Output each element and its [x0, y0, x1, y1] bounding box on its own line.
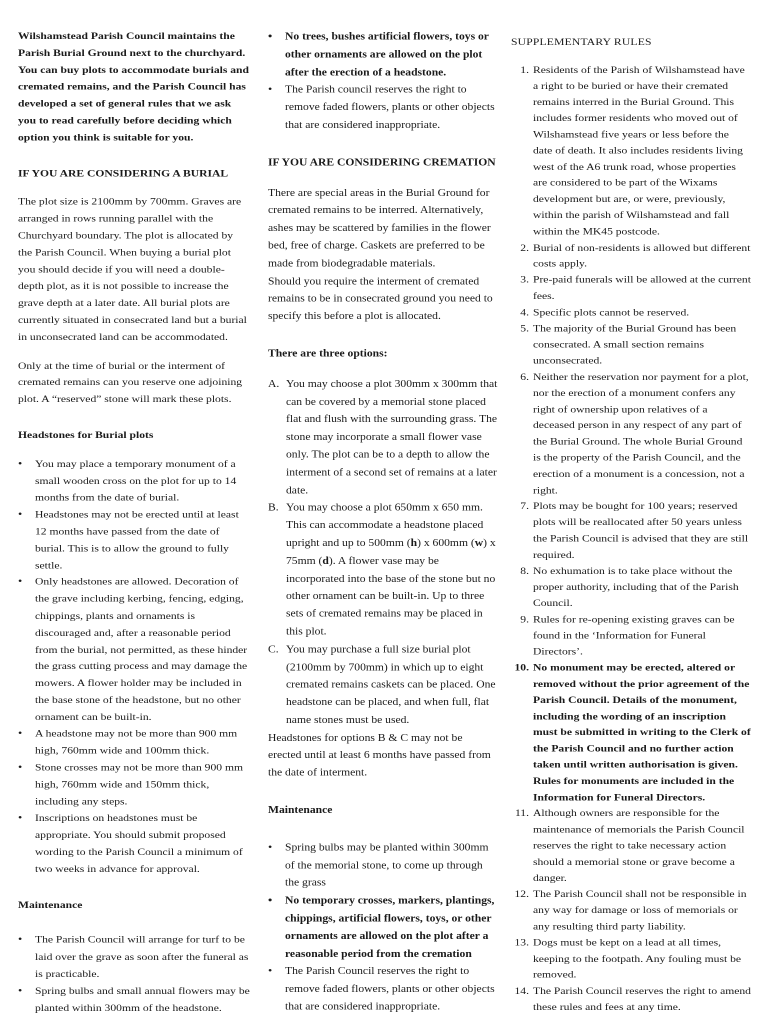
- list-item: • No temporary crosses, markers, plantings, chippings, artificial flowers, toys, or other ornaments are allowed on the plot after a reasonable period from the cremation: [268, 892, 498, 963]
- rule-item: [511, 240, 751, 272]
- rule-text: Rules for re-opening existing graves can be found in the ‘Information for Funeral Directors’.: [533, 614, 735, 658]
- column-middle: [268, 28, 498, 1016]
- rule-item: [511, 272, 751, 304]
- rule-item: [511, 563, 751, 611]
- option-text: You may choose a plot 300mm x 300mm that can be covered by a memorial stone placed flat and flush with the surrounding grass. The stone may incorporate a small flower vase only. The plot can be to a depth to allow the interment of a second set of remains at a later date.: [286, 377, 498, 496]
- rule-number: 4.: [520, 307, 529, 318]
- rules-list: [511, 62, 751, 1016]
- headstones-list: [18, 456, 250, 878]
- rule-number: 3.: [520, 274, 529, 286]
- supplementary-rules-title: SUPPLEMENTARY RULES: [511, 36, 652, 48]
- rule-item: [511, 369, 751, 498]
- list-item: • Spring bulbs and small annual flowers may be planted within 300mm of the headstone.: [18, 983, 250, 1017]
- cremation-paragraph: There are special areas in the Burial Ground for cremated remains to be interred. Alternatively, ashes may be scattered by families in the flower bed, free of charge. Caskets are preferred to be made from biodegradable materials.: [268, 186, 491, 269]
- rule-text: Residents of the Parish of Wilshamstead have a right to be buried or have their cremated remains interred in the Burial Ground. This includes former residents who moved out of Wilshamstead five years or less before the date of death. It also includes residents living west of the A6 trunk road, whose properties are considered to be part of the Wixams development but are, or were, previously, within the parish of Wilshamstead and fall within the MK45 postcode.: [533, 64, 745, 237]
- column-left: [18, 28, 250, 1016]
- list-item: • Only headstones are allowed. Decoration of the grave including kerbing, fencing, edging, chippings, plants and ornaments is discouraged and, after a reasonable period from the burial, not permitted, as these hinder the grass cutting process and may damage the mowers. A flower holder may be included in the base stone of the headstone, but no other ornament can be built-in.: [18, 574, 250, 726]
- option-marker: A.: [268, 377, 280, 390]
- reserve-paragraph: Only at the time of burial or the interment of cremated remains can you reserve one adjoining plot. A “reserved” stone will mark these plots.: [18, 360, 243, 405]
- option-marker: C.: [268, 643, 279, 655]
- ornaments-list: [268, 28, 498, 134]
- rule-item: [511, 935, 751, 983]
- option-text-mid: ) x 75mm (: [286, 537, 496, 567]
- dim-h: h: [410, 537, 418, 549]
- list-item: • The Parish Council reserves the right to remove faded flowers, plants or other objects that are considered inappropriate.: [268, 963, 498, 1016]
- rule-text: The majority of the Burial Ground has been consecrated. A small section remains unconsecrated.: [533, 323, 737, 367]
- list-item: • The Parish Council will arrange for turf to be laid over the grave as soon after the funeral as is practicable.: [18, 932, 250, 983]
- rule-number: 2.: [520, 242, 529, 253]
- list-item: • You may place a temporary monument of a small wooden cross on the plot for up to 14 months from the date of burial.: [18, 456, 250, 507]
- rule-item: [511, 983, 751, 1015]
- dim-d: d: [322, 554, 329, 567]
- options-heading: There are three options:: [268, 347, 388, 360]
- option-c: [268, 641, 498, 729]
- list-item: • Inscriptions on headstones must be appropriate. You should submit proposed wording to the Parish Council a minimum of two weeks in advance for approval.: [18, 810, 250, 878]
- option-text-start: You may choose a plot 650mm x 650 mm. This can accommodate a headstone placed upright and up to 500mm (: [286, 501, 484, 549]
- rule-number: 14.: [514, 985, 529, 997]
- option-b: [268, 499, 498, 640]
- rule-item: [511, 321, 751, 369]
- rule-text: The Parish Council reserves the right to amend these rules and fees at any time.: [533, 985, 751, 1013]
- rule-text: Pre-paid funerals will be allowed at the current fees.: [533, 274, 751, 302]
- rule-text: Although owners are responsible for the maintenance of memorials the Parish Council reserves the right to take necessary action should a memorial stone or grave become a danger.: [533, 808, 745, 884]
- list-item: • The Parish council reserves the right to remove faded flowers, plants or other objects that are considered inappropriate.: [268, 81, 498, 134]
- rule-text: No exhumation is to take place without the proper authority, including that of the Parish Council.: [533, 565, 739, 609]
- rule-text: Burial of non-residents is allowed but different costs apply.: [533, 242, 751, 270]
- option-marker: B.: [268, 501, 279, 514]
- maintenance-list: [18, 932, 250, 1016]
- maintenance-heading: Maintenance: [18, 898, 83, 911]
- rule-number: 12.: [514, 888, 529, 900]
- burial-paragraph: The plot size is 2100mm by 700mm. Graves are arranged in rows running parallel with the Churchyard boundary. The plot is allocated by the Parish Council. When buying a burial plot you should decide if you will need a double-depth plot, as it is not possible to increase the grave depth at a later date. All burial plots are currently situated in consecrated land but a burial in unconsecrated land can be accommodated.: [18, 196, 247, 343]
- list-item: • Spring bulbs may be planted within 300mm of the memorial stone, to come up through the grass: [268, 839, 498, 892]
- cremation-heading: IF YOU ARE CONSIDERING CREMATION: [268, 156, 496, 169]
- list-item: • A headstone may not be more than 900 mm high, 760mm wide and 100mm thick.: [18, 726, 250, 760]
- rule-number: 13.: [514, 937, 529, 949]
- rule-number: 10.: [514, 662, 529, 674]
- maintenance-heading: Maintenance: [268, 804, 333, 816]
- rule-item: [511, 886, 751, 934]
- rule-text: Specific plots cannot be reserved.: [533, 307, 690, 318]
- rule-number: 6.: [520, 371, 529, 383]
- column-right: [511, 28, 751, 1016]
- option-text-end: ). A flower vase may be incorporated into the base of the stone but no other ornament can be built-in. Up to three sets of cremated remains may be placed in this plot.: [286, 554, 496, 638]
- headstones-heading: Headstones for Burial plots: [18, 429, 154, 441]
- rule-number: 1.: [520, 64, 529, 76]
- cremation-maintenance-list: [268, 839, 498, 1016]
- rule-item: [511, 305, 751, 321]
- rule-item: [511, 62, 751, 240]
- rule-number: 8.: [520, 565, 529, 577]
- burial-heading: IF YOU ARE CONSIDERING A BURIAL: [18, 167, 229, 179]
- rule-number: 5.: [520, 323, 529, 334]
- rule-item: [511, 612, 751, 660]
- list-item: • Headstones may not be erected until at least 12 months have passed from the date of burial. This is to allow the ground to fully settle.: [18, 506, 250, 574]
- consecrated-paragraph: Should you require the interment of cremated remains to be in consecrated ground you need to specify this before a plot is allocated.: [268, 275, 493, 323]
- rule-number: 11.: [514, 808, 529, 819]
- rule-number: 9.: [520, 614, 529, 625]
- rule-item: [511, 660, 751, 805]
- rule-item: [511, 806, 751, 887]
- rule-number: 7.: [520, 501, 529, 512]
- option-a: [268, 375, 498, 499]
- rule-text: Dogs must be kept on a lead at all times, keeping to the footpath. Any fouling must be removed.: [533, 937, 742, 981]
- list-item: • Stone crosses may not be more than 900 mm high, 760mm wide and 150mm thick, including any steps.: [18, 760, 250, 811]
- rule-text: The Parish Council shall not be responsible in any way for damage or loss of memorials or any resulting third party liability.: [533, 888, 747, 932]
- rule-item: [511, 499, 751, 564]
- rule-text: No monument may be erected, altered or removed without the prior agreement of the Parish Council. Details of the monument, including the wording of an inscription must be submitted in writing to the Clerk of the Parish Council and no further action taken until written authorisation is given. Rules for monuments are included in the Information for Funeral Directors.: [533, 662, 751, 803]
- rule-text: Plots may be bought for 100 years; reserved plots will be reallocated after 50 years unless the Parish Council is advised that they are still required.: [533, 501, 749, 561]
- rule-text: Neither the reservation nor payment for a plot, nor the erection of a monument confers any right of ownership upon relatives of a deceased person in any respect of any part of the Burial Ground. The whole Burial Ground is the property of the Parish Council, and the erection of a monument is a concession, not a right.: [533, 371, 749, 496]
- intro-paragraph: Wilshamstead Parish Council maintains the Parish Burial Ground next to the churchyard. You can buy plots to accommodate burials and cremated remains, and the Parish Council has developed a set of general rules that we ask you to read carefully before deciding which option you think is suitable for you.: [18, 30, 249, 143]
- options-list: [268, 375, 498, 729]
- list-item: • No trees, bushes artificial flowers, toys or other ornaments are allowed on the plot after the erection of a headstone.: [268, 28, 498, 81]
- options-note: Headstones for options B & C may not be erected until at least 6 months have passed from the date of interment.: [268, 731, 491, 779]
- option-text-mid: ) x 600mm (: [417, 537, 475, 549]
- dim-w: w: [474, 537, 484, 549]
- option-text: You may purchase a full size burial plot (2100mm by 700mm) in which up to eight cremated remains caskets can be placed. One headstone can be placed, and when full, flat name stones must be used.: [286, 643, 496, 726]
